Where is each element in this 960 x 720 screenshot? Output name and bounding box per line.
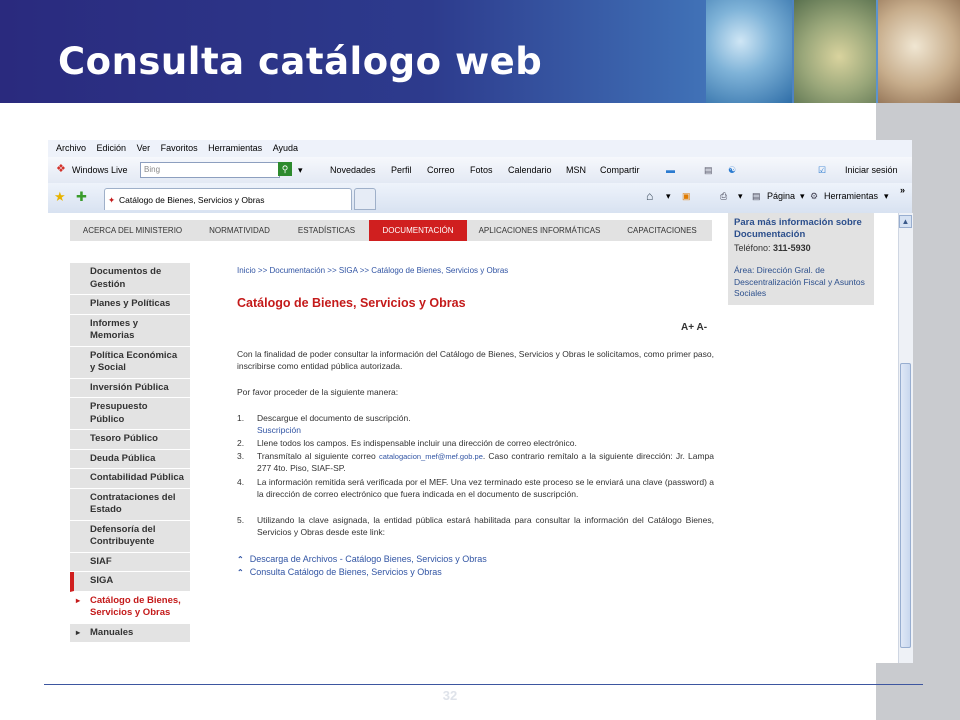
menu-defensoria[interactable]: Defensoría del Contribuyente (70, 521, 190, 553)
info-area: Área: Dirección Gral. de Descentralización Fiscal y Asuntos Sociales (734, 265, 865, 298)
double-chevron-icon: ⌃ (237, 568, 244, 577)
menu-planes-politicas[interactable]: Planes y Políticas (70, 295, 190, 315)
menu-siaf[interactable]: SIAF (70, 553, 190, 573)
nav-documentacion[interactable]: DOCUMENTACIÓN (369, 220, 467, 241)
nav-normatividad[interactable]: NORMATIVIDAD (209, 226, 270, 235)
search-dropdown-icon[interactable]: ▾ (298, 165, 303, 175)
info-phone-row (734, 243, 868, 253)
breadcrumb[interactable]: Inicio >> Documentación >> SIGA >> Catálogo de Bienes, Servicios y Obras (237, 266, 509, 275)
more-chevron-icon[interactable]: » (900, 185, 906, 195)
search-input[interactable]: Bing (140, 162, 280, 178)
menu-siga[interactable]: SIGA (70, 572, 190, 592)
rss-icon[interactable]: ▣ (682, 191, 691, 201)
site-nav-bar (70, 220, 712, 241)
toolbar-msn[interactable]: MSN (566, 165, 586, 175)
browser-menu-bar (48, 140, 912, 157)
scroll-thumb[interactable] (900, 363, 911, 648)
page-menu[interactable]: Página (767, 191, 796, 201)
info-phone: 311-5930 (773, 243, 811, 253)
site-favicon-icon: ✦ (108, 195, 116, 205)
vertical-scrollbar[interactable] (898, 213, 913, 663)
search-icon[interactable]: ⚲ (278, 162, 292, 176)
menu-herramientas[interactable]: Herramientas (208, 143, 263, 153)
windows-live-toolbar (48, 157, 912, 184)
tab-toolbar (48, 183, 912, 214)
toolbar-compartir[interactable]: Compartir (600, 165, 640, 175)
step-4: 4. La información remitida será verificada por el MEF. Una vez terminado este proceso se le enviará una clave (password) a la dirección de correo electrónico que fuera indicada en el documento de suscripción. (237, 477, 714, 499)
toolbar-correo[interactable]: Correo (427, 165, 455, 175)
menu-manuales[interactable]: ▸ Manuales (70, 624, 190, 644)
browser-tab[interactable] (104, 188, 352, 210)
notes-icon[interactable]: ▤ (704, 165, 713, 175)
contacts-icon[interactable]: ☯ (728, 165, 737, 175)
web-page-viewport (48, 213, 898, 663)
toolbar-novedades[interactable]: Novedades (330, 165, 376, 175)
nav-estadisticas[interactable]: ESTADÍSTICAS (297, 226, 356, 235)
menu-inversion-publica[interactable]: Inversión Pública (70, 379, 190, 399)
windows-logo-icon: ❖ (56, 163, 66, 175)
page-number: 32 (442, 688, 458, 703)
suscripcion-link[interactable]: Suscripción (257, 424, 301, 435)
checkbox-icon[interactable]: ☑ (818, 165, 827, 175)
menu-ver[interactable]: Ver (136, 143, 151, 153)
step-3-text-b: . Caso contrario remítalo a la siguiente dirección: Jr. Lampa 277 4to. Piso, SIAF-SP. (257, 451, 714, 473)
nav-capacitaciones[interactable]: CAPACITACIONES (627, 226, 697, 235)
left-menu (70, 263, 190, 643)
step-1: 1. Descargue el documento de suscripción. Suscripción (237, 413, 411, 435)
intro-paragraph: Con la finalidad de poder consultar la información del Catálogo de Bienes, Servicios y Obras le solicitamos, como primer paso, inscribirse como entidad pública autorizada. (237, 349, 714, 371)
menu-favoritos[interactable]: Favoritos (160, 143, 198, 153)
slide-title: Consulta catálogo web (58, 40, 543, 83)
menu-deuda-publica[interactable]: Deuda Pública (70, 450, 190, 470)
menu-ayuda[interactable]: Ayuda (272, 143, 299, 153)
info-phone-label: Teléfono: (734, 243, 771, 253)
download-files-text: Descarga de Archivos - Catálogo Bienes, Servicios y Obras (249, 554, 487, 564)
catalog-query-text: Consulta Catálogo de Bienes, Servicios y Obras (249, 567, 442, 577)
footer-line (44, 684, 923, 685)
menu-archivo[interactable]: Archivo (56, 143, 87, 153)
step-1-text: Descargue el documento de suscripción. (257, 413, 411, 423)
tools-menu[interactable]: Herramientas (824, 191, 879, 201)
menu-presupuesto-publico[interactable]: Presupuesto Público (70, 398, 190, 430)
catalog-query-link[interactable] (237, 567, 442, 577)
page-dropdown-icon[interactable]: ▾ (800, 191, 805, 201)
step-5: 5. Utilizando la clave asignada, la entidad pública estará habilitada para consultar la información del Catálogo Bienes, Servicios y Obras desde este link: (237, 515, 714, 537)
toolbar-perfil[interactable]: Perfil (391, 165, 412, 175)
info-heading: Para más información sobre Documentación (734, 217, 862, 240)
toolbar-calendario[interactable]: Calendario (508, 165, 552, 175)
menu-documentos-gestion[interactable]: Documentos de Gestión (70, 263, 190, 295)
step-3-text: Transmítalo al siguiente correo (257, 451, 376, 461)
tools-gear-icon[interactable]: ⚙ (810, 191, 819, 201)
print-icon[interactable]: ⎙ (720, 191, 728, 201)
menu-politica-economica[interactable]: Política Económica y Social (70, 347, 190, 379)
new-tab-button[interactable] (354, 188, 376, 210)
home-icon[interactable]: ⌂ (646, 189, 654, 203)
windows-live-label[interactable]: Windows Live (72, 165, 128, 175)
tools-dropdown-icon[interactable]: ▾ (884, 191, 889, 201)
menu-catalogo[interactable]: ▸ Catálogo de Bienes, Servicios y Obras (70, 592, 190, 624)
info-box (728, 213, 874, 305)
step-2: 2. Llene todos los campos. Es indispensable incluir una dirección de correo electrónico. (237, 438, 577, 448)
toolbar-fotos[interactable]: Fotos (470, 165, 493, 175)
tab-title: Catálogo de Bienes, Servicios y Obras (119, 195, 265, 205)
home-dropdown-icon[interactable]: ▾ (666, 191, 671, 201)
step-5-text: Utilizando la clave asignada, la entidad pública estará habilitada para consultar la información del Catálogo Bienes, Servicios y Obras desde este link: (257, 515, 714, 537)
step-2-text: Llene todos los campos. Es indispensable incluir una dirección de correo electrónico. (257, 438, 577, 448)
nav-acerca[interactable]: ACERCA DEL MINISTERIO (82, 226, 183, 235)
menu-informes-memorias[interactable]: Informes y Memorias (70, 315, 190, 347)
menu-contrataciones[interactable]: Contrataciones del Estado (70, 489, 190, 521)
download-files-link[interactable] (237, 554, 487, 564)
menu-contabilidad-publica[interactable]: Contabilidad Pública (70, 469, 190, 489)
header-photo-coins (794, 0, 876, 103)
double-chevron-icon: ⌃ (237, 555, 244, 564)
menu-edicion[interactable]: Edición (96, 143, 127, 153)
page-icon[interactable]: ▤ (752, 191, 761, 201)
signin-link[interactable]: Iniciar sesión (845, 165, 898, 175)
font-size-controls[interactable]: A+ A- (681, 322, 708, 333)
page-title: Catálogo de Bienes, Servicios y Obras (237, 296, 466, 310)
header-photo-globe (706, 0, 792, 103)
step-3: 3. Transmítalo al siguiente correo catalogacion_mef@mef.gob.pe. Caso contrario remítalo a la siguiente dirección: Jr. Lampa 277 4to. Piso, SIAF-SP. (237, 451, 714, 473)
print-dropdown-icon[interactable]: ▾ (738, 191, 743, 201)
proceed-text: Por favor proceder de la siguiente manera: (237, 387, 399, 397)
header-photo-papers (878, 0, 960, 103)
nav-aplicaciones[interactable]: APLICACIONES INFORMÁTICAS (478, 226, 601, 235)
scroll-up-icon[interactable]: ▲ (899, 215, 912, 228)
messenger-icon[interactable]: ▬ (666, 165, 675, 175)
menu-tesoro-publico[interactable]: Tesoro Público (70, 430, 190, 450)
step-4-text: La información remitida será verificada por el MEF. Una vez terminado este proceso se le enviará una clave (password) a la dirección de correo electrónico que fuera indicada en el documento de suscripción. (257, 477, 714, 499)
add-favorite-icon[interactable]: ✚ (76, 189, 87, 204)
favorites-star-icon[interactable]: ★ (54, 189, 66, 204)
email-link[interactable]: catalogacion_mef@mef.gob.pe (378, 452, 483, 461)
